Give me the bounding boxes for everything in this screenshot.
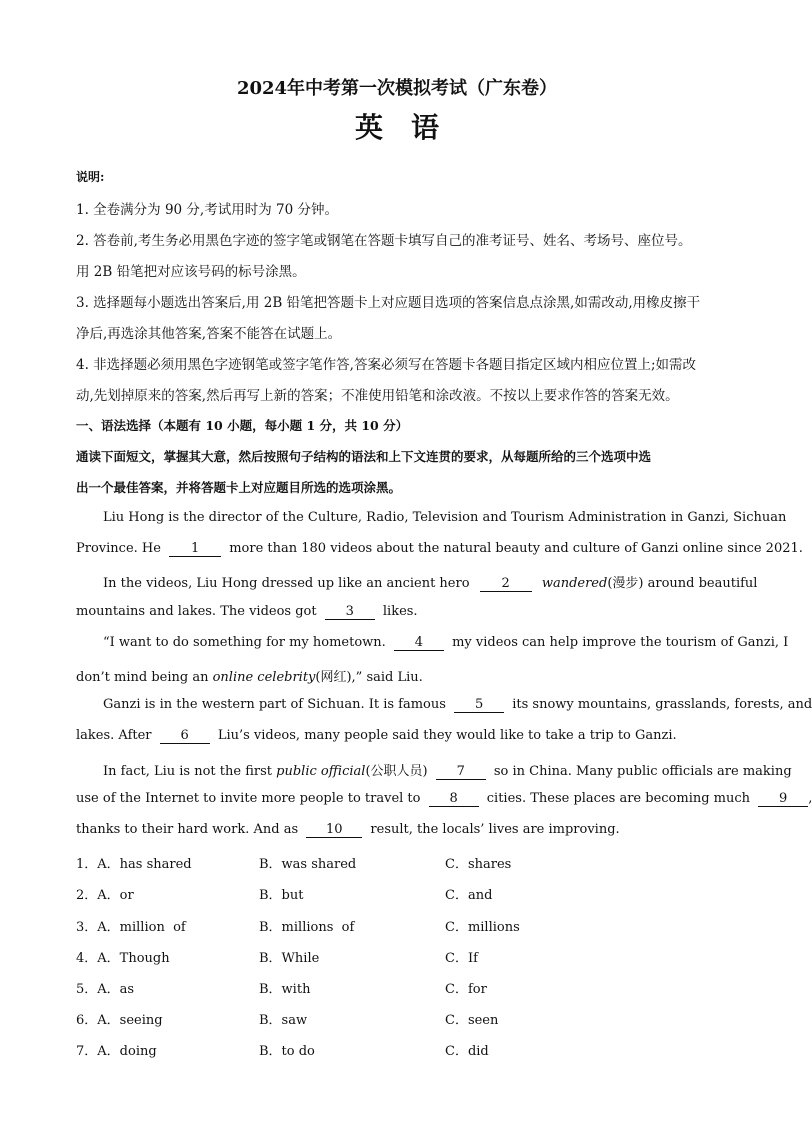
passage-italic-word: public official bbox=[276, 764, 366, 779]
option-a[interactable] bbox=[76, 884, 134, 903]
instruction-line: 动,先划掉原来的答案,然后再写上新的答案；不准使用铅笔和涂改液。不按以上要求作答的答案无效。 bbox=[76, 388, 679, 404]
option-text: A．seeing bbox=[97, 1013, 163, 1028]
exam-title: 2024年中考第一次模拟考试（广东卷） bbox=[236, 78, 558, 99]
option-text: A．million of bbox=[97, 920, 186, 935]
option-c[interactable]: C．If bbox=[445, 951, 478, 966]
option-c[interactable]: C．seen bbox=[445, 1013, 499, 1028]
passage-text: likes. bbox=[382, 604, 418, 619]
option-text: A．doing bbox=[97, 1044, 157, 1059]
passage-line bbox=[76, 728, 718, 744]
question-options bbox=[76, 1009, 718, 1027]
passage-line bbox=[76, 791, 812, 807]
question-options bbox=[76, 1040, 718, 1058]
passage-text: lakes. After bbox=[76, 728, 152, 743]
passage-line bbox=[76, 541, 803, 557]
passage-text: In fact, Liu is not the first bbox=[103, 764, 272, 779]
option-a[interactable] bbox=[76, 1009, 163, 1028]
passage-text: don’t mind being an bbox=[76, 670, 209, 685]
option-c[interactable]: C．and bbox=[445, 888, 493, 903]
passage-line bbox=[103, 697, 812, 713]
section-directions: 通读下面短文，掌握其大意，然后按照句子结构的语法和上下文连贯的要求，从每题所给的三个选项中选 bbox=[76, 449, 652, 464]
section-directions: 出一个最佳答案，并将答题卡上对应题目所选的选项涂黑。 bbox=[76, 480, 402, 495]
option-text: A．Though bbox=[97, 951, 170, 966]
answer-blank-8: 8 bbox=[429, 792, 479, 807]
answer-blank-6: 6 bbox=[160, 729, 210, 744]
passage-text: mountains and lakes. The videos got bbox=[76, 604, 317, 619]
passage-text: more than 180 videos about the natural beauty and culture of Ganzi online since 2021. bbox=[229, 541, 803, 556]
option-c[interactable]: C．did bbox=[445, 1044, 489, 1059]
instruction-line: 用 2B 铅笔把对应该号码的标号涂黑。 bbox=[76, 264, 306, 280]
option-c[interactable]: C．shares bbox=[445, 857, 512, 872]
question-number: 1． bbox=[76, 857, 98, 872]
question-options bbox=[76, 947, 718, 965]
option-b[interactable]: B．saw bbox=[259, 1013, 308, 1028]
passage-text: , bbox=[808, 791, 812, 806]
option-a[interactable] bbox=[76, 947, 170, 966]
answer-blank-2: 2 bbox=[480, 577, 532, 592]
question-options bbox=[76, 884, 718, 902]
passage-text: Ganzi is in the western part of Sichuan. It is famous bbox=[103, 697, 446, 712]
answer-blank-3: 3 bbox=[325, 605, 375, 620]
instruction-line: 3. 选择题每小题选出答案后,用 2B 铅笔把答题卡上对应题目选项的答案信息点涂黑,如需改动,用橡皮擦干 bbox=[76, 295, 701, 311]
instruction-line: 2. 答卷前,考生务必用黑色字迹的签字笔或钢笔在答题卡填写自己的准考证号、姓名、考场号、座位号。 bbox=[76, 233, 692, 249]
answer-blank-7: 7 bbox=[436, 765, 486, 780]
passage-line bbox=[76, 604, 718, 620]
option-text: A．as bbox=[97, 982, 135, 997]
passage-text: Province. He bbox=[76, 541, 161, 556]
passage-line: Liu Hong is the director of the Culture, Radio, Television and Tourism Administration in Ganzi, Sichuan bbox=[103, 510, 787, 525]
instruction-line: 净后,再选涂其他答案,答案不能答在试题上。 bbox=[76, 326, 342, 342]
option-b[interactable]: B．While bbox=[259, 951, 320, 966]
answer-blank-5: 5 bbox=[454, 698, 504, 713]
passage-text: result, the locals’ lives are improving. bbox=[370, 822, 620, 837]
passage-text: thanks to their hard work. And as bbox=[76, 822, 299, 837]
passage-text: its snowy mountains, grasslands, forests, and bbox=[512, 697, 812, 712]
option-b[interactable]: B．millions of bbox=[259, 920, 355, 935]
passage-line bbox=[76, 666, 718, 685]
answer-blank-10: 10 bbox=[306, 823, 362, 838]
option-a[interactable] bbox=[76, 916, 186, 935]
passage-line bbox=[103, 760, 792, 780]
option-text: A．or bbox=[97, 888, 134, 903]
option-c[interactable]: C．for bbox=[445, 982, 487, 997]
question-options bbox=[76, 853, 718, 871]
passage-text: (网红),” said Liu. bbox=[315, 670, 423, 685]
passage-text: (漫步) around beautiful bbox=[607, 576, 758, 591]
option-b[interactable]: B．with bbox=[259, 982, 311, 997]
passage-text: my videos can help improve the tourism of Ganzi, I bbox=[452, 635, 789, 650]
passage-line bbox=[103, 572, 758, 592]
option-c[interactable]: C．millions bbox=[445, 920, 520, 935]
option-a[interactable] bbox=[76, 978, 134, 997]
option-b[interactable]: B．but bbox=[259, 888, 304, 903]
question-options bbox=[76, 916, 718, 934]
answer-blank-4: 4 bbox=[394, 636, 444, 651]
instruction-line: 1. 全卷满分为 90 分,考试用时为 70 分钟。 bbox=[76, 202, 338, 218]
question-number: 2． bbox=[76, 888, 98, 903]
option-b[interactable]: B．to do bbox=[259, 1044, 315, 1059]
option-a[interactable] bbox=[76, 853, 192, 872]
question-number: 6． bbox=[76, 1013, 98, 1028]
question-number: 7． bbox=[76, 1044, 98, 1059]
passage-line bbox=[103, 635, 789, 651]
answer-blank-1: 1 bbox=[169, 542, 221, 557]
instruction-line: 4. 非选择题必须用黑色字迹钢笔或签字笔作答,答案必须写在答题卡各题目指定区域内相应位置上;如需改 bbox=[76, 357, 697, 373]
section-heading: 一、语法选择（本题有 10 小题，每小题 1 分，共 10 分） bbox=[76, 418, 409, 433]
passage-text: Liu’s videos, many people said they would like to take a trip to Ganzi. bbox=[217, 728, 677, 743]
question-number: 3． bbox=[76, 920, 98, 935]
passage-line bbox=[76, 822, 718, 838]
question-number: 5． bbox=[76, 982, 98, 997]
passage-text: “I want to do something for my hometown. bbox=[103, 635, 386, 650]
question-number: 4． bbox=[76, 951, 98, 966]
passage-text: use of the Internet to invite more people to travel to bbox=[76, 791, 421, 806]
passage-text: cities. These places are becoming much bbox=[486, 791, 751, 806]
subject-title: 英语 bbox=[354, 111, 467, 144]
instructions-heading: 说明: bbox=[76, 170, 105, 184]
option-text: A．has shared bbox=[97, 857, 192, 872]
passage-text: (公职人员) bbox=[365, 764, 428, 779]
passage-italic-word: online celebrity bbox=[212, 670, 316, 685]
passage-text: In the videos, Liu Hong dressed up like an ancient hero bbox=[103, 576, 470, 591]
passage-italic-word: wandered bbox=[541, 576, 608, 591]
answer-blank-9: 9 bbox=[758, 792, 808, 807]
option-a[interactable] bbox=[76, 1040, 157, 1059]
question-options bbox=[76, 978, 718, 996]
passage-text: so in China. Many public officials are making bbox=[493, 764, 792, 779]
option-b[interactable]: B．was shared bbox=[259, 857, 357, 872]
